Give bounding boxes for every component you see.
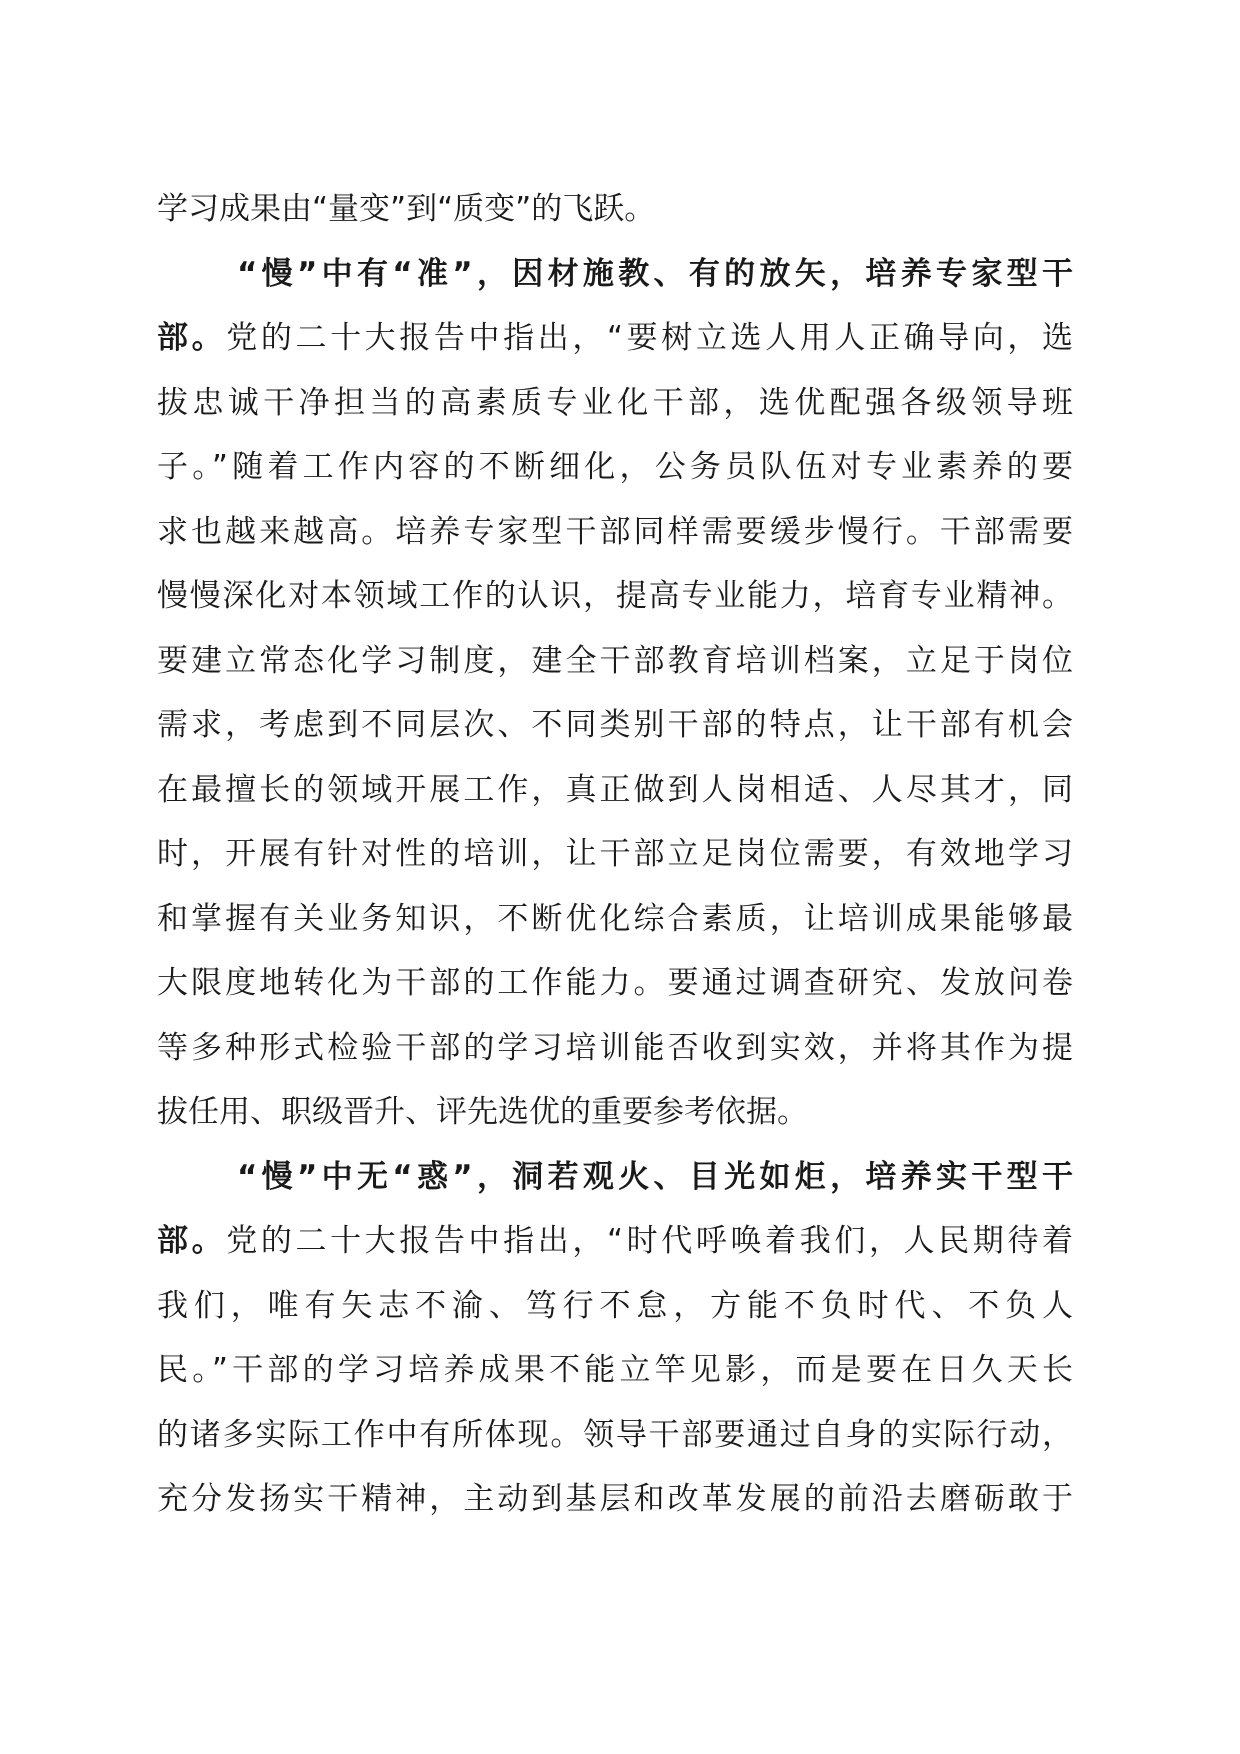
section-heading-tail: 部。 bbox=[157, 1223, 227, 1259]
text-line: 的诸多实际工作中有所体现。领导干部要通过自身的实际行动， bbox=[157, 1416, 1073, 1453]
text-line: 民。”干部的学习培养成果不能立竿见影，而是要在日久天长 bbox=[157, 1352, 1073, 1388]
text-segment: 党的二十大报告中指出，“要树立选人用人正确导向，选 bbox=[226, 320, 1074, 356]
text-line: 时，开展有针对性的培训，让干部立足岗位需要，有效地学习 bbox=[157, 836, 1073, 872]
text-line: 拔忠诚干净担当的高素质专业化干部，选优配强各级领导班 bbox=[157, 384, 1073, 421]
text-line: 充分发扬实干精神，主动到基层和改革发展的前沿去磨砺敢于 bbox=[157, 1481, 1073, 1517]
text-line: 等多种形式检验干部的学习培训能否收到实效，并将其作为提 bbox=[157, 1029, 1073, 1066]
section-heading-line: “慢”中无“惑”，洞若观火、目光如炬，培养实干型干 bbox=[237, 1158, 1073, 1195]
text-line: 需求，考虑到不同层次、不同类别干部的特点，让干部有机会 bbox=[157, 707, 1073, 743]
text-line: 要建立常态化学习制度，建全干部教育培训档案，立足于岗位 bbox=[157, 642, 1073, 679]
text-line: 大限度地转化为干部的工作能力。要通过调查研究、发放问卷 bbox=[157, 965, 1073, 1001]
text-line: 拔任用、职级晋升、评先选优的重要参考依据。 bbox=[157, 1094, 808, 1130]
text-line: 我们，唯有矢志不渝、笃行不怠，方能不负时代、不负人 bbox=[157, 1287, 1073, 1324]
text-segment: 党的二十大报告中指出，“时代呼唤着我们，人民期待着 bbox=[226, 1223, 1074, 1259]
text-line: 学习成果由“量变”到“质变”的飞跃。 bbox=[157, 191, 656, 227]
text-line: 在最擅长的领域开展工作，真正做到人岗相适、人尽其才，同 bbox=[157, 771, 1073, 808]
body-text bbox=[157, 177, 1073, 1532]
text-line: 慢慢深化对本领域工作的认识，提高专业能力，培育专业精神。 bbox=[157, 578, 1073, 614]
text-line bbox=[157, 1209, 1073, 1274]
text-line: 和掌握有关业务知识，不断优化综合素质，让培训成果能够最 bbox=[157, 900, 1073, 937]
text-line bbox=[157, 306, 1073, 371]
section-heading-tail: 部。 bbox=[157, 320, 227, 356]
text-line: 子。”随着工作内容的不断细化，公务员队伍对专业素养的要 bbox=[157, 449, 1073, 485]
text-line: 求也越来越高。培养专家型干部同样需要缓步慢行。干部需要 bbox=[157, 513, 1073, 550]
section-heading-line: “慢”中有“准”，因材施教、有的放矢，培养专家型干 bbox=[237, 255, 1073, 292]
